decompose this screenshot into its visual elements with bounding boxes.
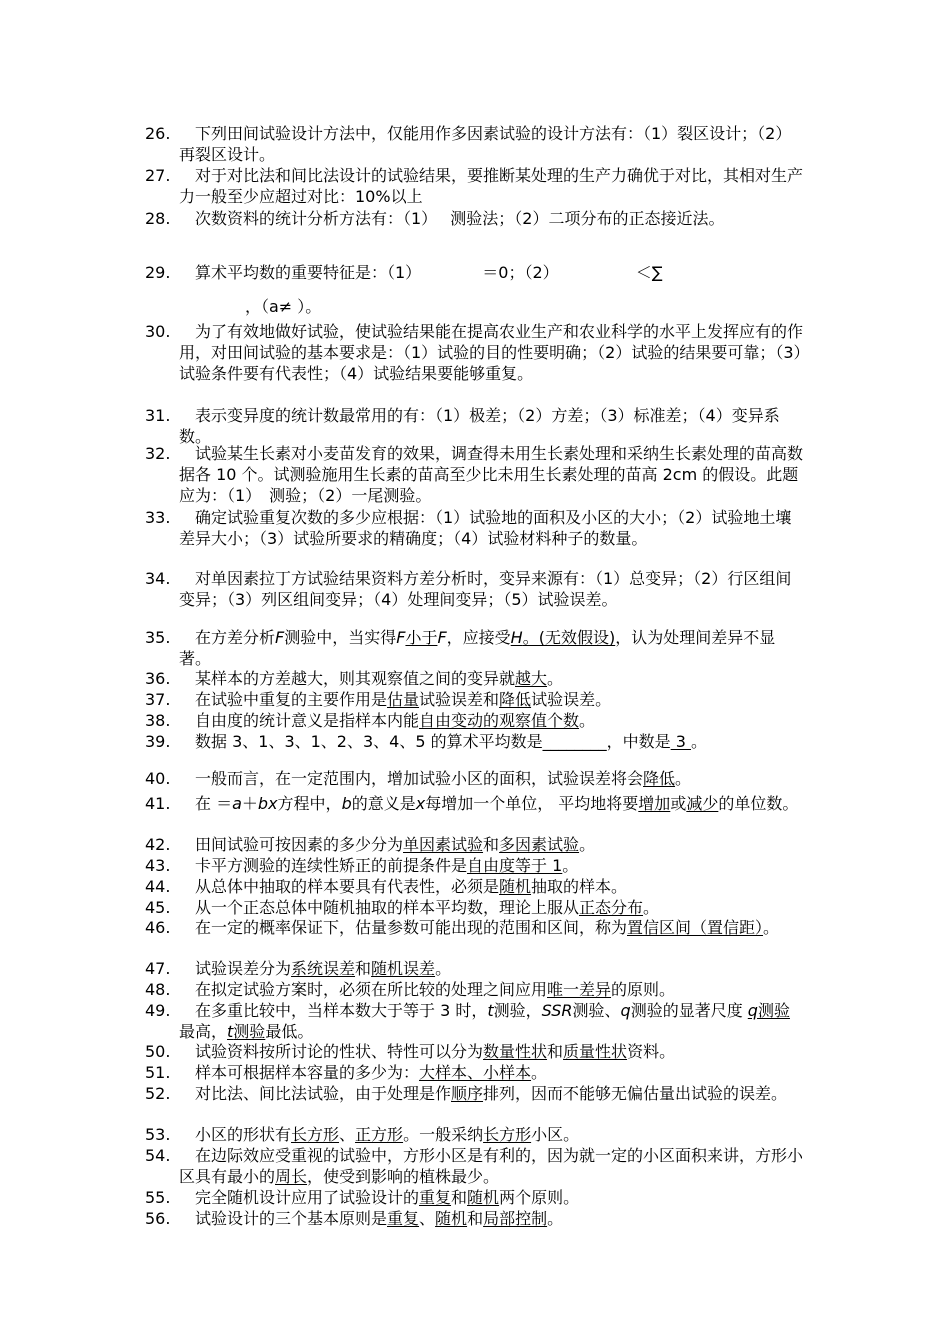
answer-text: 大样本、小样本	[419, 1063, 532, 1082]
question-number: 44.	[145, 877, 171, 896]
question-text	[179, 208, 805, 229]
text-segment: 在边际效应受重视的试验中，方形小区是有利的，因为就一定的小区面积来讲，方形小区具有最小的	[179, 1146, 804, 1186]
question-number: 37.	[145, 690, 171, 709]
answer-text: t	[227, 1022, 234, 1041]
answer-text: 多因素试验	[499, 835, 580, 854]
text-segment: 和	[467, 1209, 484, 1228]
question-text	[179, 689, 805, 710]
answer-text: 随机	[467, 1188, 500, 1207]
question-number: 30.	[145, 322, 171, 341]
text-segment: 抽取的样本。	[531, 877, 628, 896]
question-item	[145, 123, 805, 165]
answer-text: 随机	[499, 877, 532, 896]
question-number: 55.	[145, 1188, 171, 1207]
question-text	[179, 834, 805, 855]
answer-text: 减少	[686, 794, 719, 813]
text-segment: 。	[675, 769, 692, 788]
answer-text: 测验	[757, 1001, 790, 1020]
question-item	[145, 979, 805, 1000]
text-segment: 在拟定试验方案时，必须在所比较的处理之间应用	[195, 980, 548, 999]
question-number: 54.	[145, 1146, 171, 1165]
answer-text: 随机误差	[371, 959, 436, 978]
question-item	[145, 958, 805, 979]
answer-text: 3	[670, 732, 691, 751]
text-segment: 。	[579, 835, 596, 854]
question-number: 38.	[145, 711, 171, 730]
question-text	[179, 123, 805, 165]
question-number: 36.	[145, 669, 171, 688]
question-text	[245, 296, 805, 317]
question-number: 42.	[145, 835, 171, 854]
question-number: 45.	[145, 898, 171, 917]
answer-text: 局部控制	[483, 1209, 548, 1228]
text-segment: 卡平方测验的连续性矫正的前提条件是	[195, 856, 468, 875]
question-number: 33.	[145, 508, 171, 527]
text-segment: 对于对比法和间比法设计的试验结果，要推断某处理的生产力确优于对比，其相对生产力一般至少应超过对比：10%以上	[179, 166, 804, 206]
question-item	[145, 321, 805, 384]
text-segment: 在多重比较中，当样本数大于等于 3 时，	[195, 1001, 488, 1020]
question-number: 53.	[145, 1125, 171, 1144]
answer-text: 估量	[387, 690, 420, 709]
text-segment: 小区。	[531, 1125, 580, 1144]
question-item	[145, 568, 805, 610]
answer-text: 降低	[643, 769, 676, 788]
text-segment: 自由度的统计意义是指样本内能	[195, 711, 420, 730]
question-number: 34.	[145, 569, 171, 588]
text-segment: 样本可根据样本容量的多少为：	[195, 1063, 420, 1082]
question-text	[179, 443, 805, 506]
question-item	[145, 793, 805, 814]
text-segment: 最高，	[179, 1022, 228, 1041]
text-segment: 小区的形状有	[195, 1125, 292, 1144]
question-text	[179, 1062, 805, 1083]
question-item	[145, 1145, 805, 1187]
text-segment: 在试验中重复的主要作用是	[195, 690, 388, 709]
question-number: 28.	[145, 209, 171, 228]
question-number: 31.	[145, 406, 171, 425]
question-text	[179, 507, 805, 549]
question-number: 43.	[145, 856, 171, 875]
text-segment: 资料。	[627, 1042, 676, 1061]
answer-text: 。(无效假设)	[522, 628, 616, 647]
answer-text: 降低	[499, 690, 532, 709]
text-segment: 。	[763, 918, 780, 937]
text-segment: 次数资料的统计分析方法有：（1） 测验法；（2）二项分布的正态接近法。	[195, 209, 725, 228]
text-segment: b	[341, 794, 352, 813]
question-text	[179, 405, 805, 447]
answer-text: 越大	[515, 669, 548, 688]
question-text	[179, 1124, 805, 1145]
question-text	[179, 627, 805, 669]
question-text	[179, 568, 805, 610]
question-text	[179, 897, 805, 918]
question-text	[179, 768, 805, 789]
question-text	[179, 855, 805, 876]
text-segment: 测验中，当实得	[284, 628, 397, 647]
text-segment: 测验、	[572, 1001, 621, 1020]
text-segment: 对比法、间比法试验，由于处理是作	[195, 1084, 452, 1103]
text-segment: ，（a≠ ）。	[245, 297, 322, 316]
text-segment: 从一个正态总体中随机抽取的样本平均数，理论上服从	[195, 898, 580, 917]
question-item	[145, 897, 805, 918]
text-segment: 或	[670, 794, 687, 813]
text-segment: F	[275, 628, 285, 647]
question-item	[145, 208, 805, 229]
question-text	[179, 1083, 805, 1104]
text-segment: 排列，因而不能够无偏估量出试验的误差。	[483, 1084, 788, 1103]
question-text	[179, 1145, 805, 1187]
question-text	[179, 1187, 805, 1208]
question-item	[145, 855, 805, 876]
question-item	[145, 1124, 805, 1145]
text-segment: 。	[691, 732, 708, 751]
text-segment: 一般而言，在一定范围内，增加试验小区的面积，试验误差将会	[195, 769, 644, 788]
question-text	[179, 731, 805, 752]
text-segment: SSR	[541, 1001, 573, 1020]
question-item	[145, 443, 805, 506]
answer-text: 长方形	[291, 1125, 340, 1144]
text-segment: 和	[355, 959, 372, 978]
text-segment: 、	[419, 1209, 436, 1228]
question-item	[145, 1083, 805, 1104]
question-number: 26.	[145, 124, 171, 143]
question-text	[179, 668, 805, 689]
text-segment: 为了有效地做好试验，使试验结果能在提高农业生产和农业科学的水平上发挥应有的作用，对田间试验的基本要求是：（1）试验的目的性要明确；（2）试验的结果要可靠；（3）试验条件要有代表性；（4）试验结果要能够重复。	[179, 322, 804, 383]
question-number: 27.	[145, 166, 171, 185]
text-segment: 最低。	[265, 1022, 314, 1041]
text-segment: 、	[339, 1125, 356, 1144]
question-item	[145, 768, 805, 789]
answer-text: 唯一差异	[547, 980, 612, 999]
question-text	[179, 979, 805, 1000]
text-segment: 的意义是	[351, 794, 416, 813]
text-segment: 试验资料按所讨论的性状、特性可以分为	[195, 1042, 484, 1061]
question-number: 46.	[145, 918, 171, 937]
text-segment: 试验设计的三个基本原则是	[195, 1209, 388, 1228]
question-item	[145, 668, 805, 689]
text-segment: 和	[483, 835, 500, 854]
text-segment: 。	[435, 959, 452, 978]
text-segment: 和	[547, 1042, 564, 1061]
question-text	[179, 1041, 805, 1062]
text-segment: 算术平均数的重要特征是：（1） ＝0；（2） ＜∑	[195, 263, 663, 282]
text-segment: 。	[643, 898, 660, 917]
question-item	[145, 1041, 805, 1062]
text-segment: 在 ＝	[195, 794, 233, 813]
question-item	[145, 710, 805, 731]
question-item	[145, 507, 805, 549]
text-segment: 田间试验可按因素的多少分为	[195, 835, 404, 854]
text-segment: 数据 3、1、3、1、2、3、4、5 的算术平均数是	[195, 732, 543, 751]
text-segment: 在一定的概率保证下，估量参数可能出现的范围和区间，称为	[195, 918, 628, 937]
text-segment: bx	[257, 794, 278, 813]
question-number: 49.	[145, 1001, 171, 1020]
text-segment: ，认为处理间差异不显著。	[179, 628, 776, 668]
question-item	[145, 1062, 805, 1083]
text-segment: ，使受到影响的植株最少。	[307, 1167, 500, 1186]
text-segment: t	[487, 1001, 494, 1020]
question-text	[179, 165, 805, 207]
text-segment: q	[620, 1001, 631, 1020]
text-segment: F	[396, 628, 406, 647]
text-segment: a	[232, 794, 242, 813]
text-segment: ，中数是	[606, 732, 671, 751]
text-segment: 。	[562, 856, 579, 875]
question-text	[179, 1000, 805, 1042]
answer-text: 系统误差	[291, 959, 356, 978]
question-number: 41.	[145, 794, 171, 813]
question-text	[179, 1208, 805, 1229]
question-item	[145, 296, 805, 317]
text-segment: 试验误差和	[419, 690, 500, 709]
question-number: 35.	[145, 628, 171, 647]
text-segment: 从总体中抽取的样本要具有代表性，必须是	[195, 877, 500, 896]
question-number: 39.	[145, 732, 171, 751]
question-item	[145, 1000, 805, 1042]
question-item	[145, 917, 805, 938]
question-number: 56.	[145, 1209, 171, 1228]
question-number: 47.	[145, 959, 171, 978]
question-text	[179, 321, 805, 384]
question-item	[145, 876, 805, 897]
question-text	[179, 710, 805, 731]
text-segment: 对单因素拉丁方试验结果资料方差分析时，变异来源有：（1）总变异；（2）行区组间变异；（3）列区组间变异；（4）处理间变异；（5）试验误差。	[179, 569, 792, 609]
answer-text: 正方形	[355, 1125, 404, 1144]
question-item	[145, 405, 805, 447]
answer-text: H	[510, 628, 523, 647]
text-segment: 测验，	[493, 1001, 542, 1020]
question-text	[179, 793, 805, 814]
question-number: 51.	[145, 1063, 171, 1082]
question-item	[145, 1208, 805, 1229]
question-item	[145, 834, 805, 855]
text-segment: ＋	[241, 794, 258, 813]
text-segment: ，应接受	[446, 628, 511, 647]
question-item	[145, 627, 805, 669]
question-number: 48.	[145, 980, 171, 999]
text-segment: 。	[531, 1063, 548, 1082]
answer-text: 周长	[275, 1167, 308, 1186]
text-segment: 试验某生长素对小麦苗发育的效果，调查得未用生长素处理和采纳生长素处理的苗高数据各 10 个。试测验施用生长素的苗高至少比未用生长素处理的苗高 2cm 的假设。此题应为：（1） 测验；（2）一尾测验。	[179, 444, 804, 505]
text-segment: 的原则。	[611, 980, 676, 999]
question-number: 50.	[145, 1042, 171, 1061]
question-item	[145, 262, 805, 283]
question-text	[179, 958, 805, 979]
answer-text: 随机	[435, 1209, 468, 1228]
question-number: 40.	[145, 769, 171, 788]
text-segment: 测验的显著尺度	[630, 1001, 748, 1020]
text-segment: 。一般采纳	[403, 1125, 484, 1144]
text-segment: 两个原则。	[499, 1188, 580, 1207]
text-segment: 。	[547, 1209, 564, 1228]
answer-text: 置信区间（置信距）	[627, 918, 764, 937]
question-item	[145, 689, 805, 710]
text-segment: 试验误差分为	[195, 959, 292, 978]
question-item	[145, 165, 805, 207]
answer-text: 增加	[638, 794, 671, 813]
text-segment: 在方差分析	[195, 628, 276, 647]
answer-text: 重复	[387, 1209, 420, 1228]
answer-text: 顺序	[451, 1084, 484, 1103]
answer-text: 质量性状	[563, 1042, 628, 1061]
question-text	[179, 917, 805, 938]
question-number: 32.	[145, 444, 171, 463]
text-segment: 试验误差。	[531, 690, 612, 709]
text-segment: 每增加一个单位， 平均地将要	[425, 794, 639, 813]
question-item	[145, 731, 805, 752]
text-segment: 和	[451, 1188, 468, 1207]
text-segment: 。	[547, 669, 564, 688]
text-segment: 。	[579, 711, 596, 730]
question-number: 52.	[145, 1084, 171, 1103]
answer-text: q	[747, 1001, 758, 1020]
answer-text: 数量性状	[483, 1042, 548, 1061]
answer-text: 正态分布	[579, 898, 644, 917]
question-text	[179, 876, 805, 897]
answer-text: 自由度等于 1	[467, 856, 563, 875]
text-segment: 方程中，	[277, 794, 342, 813]
text-segment: 的单位数。	[718, 794, 799, 813]
answer-text: 单因素试验	[403, 835, 484, 854]
answer-text: 小于	[405, 628, 438, 647]
question-number: 29.	[145, 263, 171, 282]
text-segment: x	[415, 794, 426, 813]
text-segment: 某样本的方差越大，则其观察值之间的变异就	[195, 669, 516, 688]
text-segment: 确定试验重复次数的多少应根据：（1）试验地的面积及小区的大小；（2）试验地土壤差异大小；（3）试验所要求的精确度；（4）试验材料种子的数量。	[179, 508, 792, 548]
question-item	[145, 1187, 805, 1208]
question-text	[179, 262, 805, 283]
text-segment: F	[437, 628, 447, 647]
text-segment: 完全随机设计应用了试验设计的	[195, 1188, 420, 1207]
answer-text: 自由变动的观察值个数	[419, 711, 580, 730]
text-segment: 下列田间试验设计方法中，仅能用作多因素试验的设计方法有：（1）裂区设计；（2）再裂区设计。	[179, 124, 792, 164]
answer-text: 长方形	[483, 1125, 532, 1144]
text-segment: 表示变异度的统计数最常用的有：（1）极差；（2）方差；（3）标准差；（4）变异系数。	[179, 406, 780, 446]
answer-text: 重复	[419, 1188, 452, 1207]
text-segment: ________	[542, 732, 607, 751]
answer-text: 测验	[233, 1022, 266, 1041]
